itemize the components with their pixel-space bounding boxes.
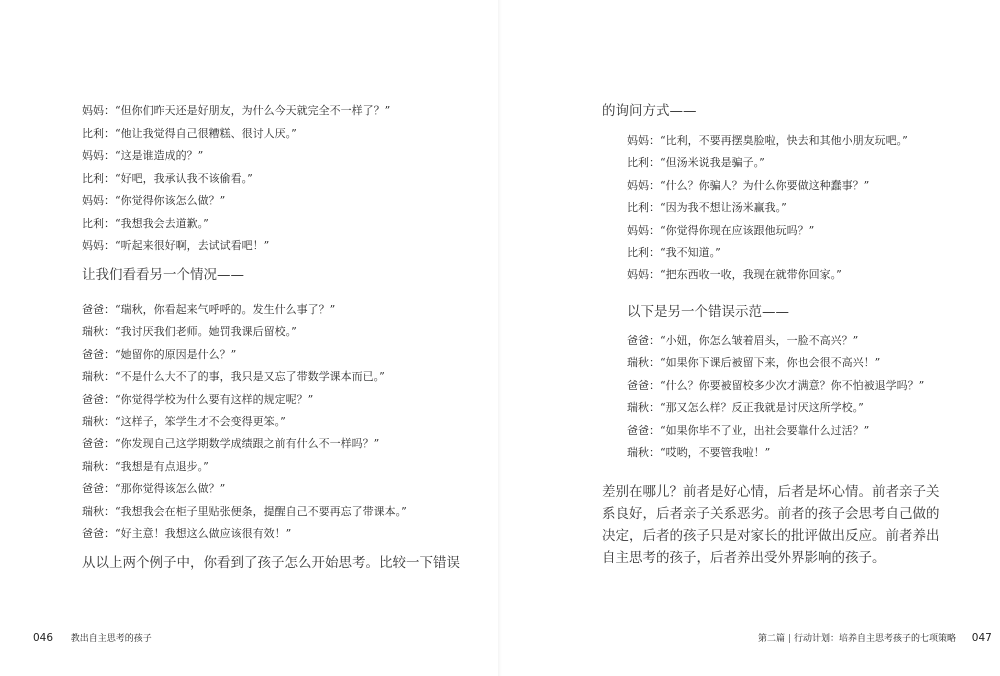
continued-text: 的询问方式—— (602, 103, 697, 119)
spoken-text: “你发现自己这学期数学成绩跟之前有什么不一样吗？” (115, 437, 380, 451)
dialogue-line (627, 201, 787, 215)
spoken-text: “把东西收一收，我现在就带你回家。” (660, 268, 842, 282)
speaker-name: 瑞秋 (82, 370, 104, 384)
speaker-name: 爸爸 (82, 527, 104, 540)
spoken-text: “这是谁造成的？” (115, 149, 204, 162)
colon: ： (104, 482, 115, 496)
dialogue-line (82, 194, 225, 208)
spoken-text: “好主意！我想这么做应该很有效！” (115, 527, 292, 540)
colon: ： (104, 104, 115, 117)
speaker-name: 妈妈 (82, 104, 104, 117)
spoken-text: “哎哟，不要管我啦！” (660, 446, 771, 459)
speaker-name: 爸爸 (82, 347, 104, 361)
colon: ： (649, 378, 660, 392)
speaker-name: 比利 (82, 171, 104, 185)
dialogue-line (82, 348, 236, 362)
spoken-text: “但你们昨天还是好朋友，为什么今天就完全不一样了？” (115, 104, 391, 117)
dialogue-line (627, 156, 765, 170)
dialogue-line (627, 446, 770, 460)
colon: ： (104, 216, 115, 230)
speaker-name: 妈妈 (627, 223, 649, 237)
dialogue-line (82, 239, 269, 253)
speaker-name: 瑞秋 (627, 356, 649, 370)
dialogue-line (82, 325, 297, 339)
dialogue-line (82, 127, 297, 141)
dialogue-line (82, 393, 313, 407)
speaker-name: 爸爸 (627, 378, 649, 392)
dialogue-line (627, 401, 864, 415)
colon: ： (649, 268, 660, 282)
spoken-text: “我不知道。” (660, 246, 721, 259)
spoken-text: “如果你毕不了业，出社会要靠什么过活？” (660, 423, 870, 437)
speaker-name: 妈妈 (82, 149, 104, 162)
colon: ： (649, 401, 660, 415)
speaker-name: 瑞秋 (82, 504, 104, 518)
spoken-text: “小妞，你怎么皱着眉头，一脸不高兴？” (660, 334, 859, 347)
spoken-text: “那你觉得该怎么做？” (115, 482, 226, 496)
dialogue-line (627, 246, 721, 260)
speaker-name: 妈妈 (82, 194, 104, 207)
colon: ： (104, 504, 115, 518)
spoken-text: “但汤米说我是骗子。” (660, 156, 765, 170)
colon: ： (649, 134, 660, 147)
spoken-text: “我想我会在柜子里贴张便条，提醒自己不要再忘了带课本。” (115, 504, 407, 518)
divider (789, 634, 790, 643)
spoken-text: “你觉得你该怎么做？” (115, 194, 226, 207)
spoken-text: “她留你的原因是什么？” (115, 347, 237, 361)
speaker-name: 比利 (627, 246, 649, 259)
colon: ： (104, 392, 115, 406)
dialogue-line (627, 134, 908, 148)
colon: ： (649, 201, 660, 215)
speaker-name: 瑞秋 (82, 415, 104, 428)
spoken-text: “什么？你要被留校多少次才满意？你不怕被退学吗？” (660, 378, 925, 392)
spoken-text: “如果你下课后被留下来，你也会很不高兴！” (660, 356, 881, 370)
dialogue-line (627, 334, 858, 348)
colon: ： (649, 156, 660, 170)
speaker-name: 妈妈 (82, 239, 104, 252)
colon: ： (104, 527, 115, 540)
part-label: 第二篇 (758, 634, 786, 644)
page-number: 047 (971, 632, 992, 644)
dialogue-line (82, 527, 291, 541)
page-number: 046 (33, 632, 54, 644)
colon: ： (649, 223, 660, 237)
closing-paragraph: 从以上两个例子中，你看到了孩子怎么开始思考。比较一下错误 (82, 555, 460, 571)
dialogue-line (627, 224, 814, 238)
colon: ： (649, 446, 660, 459)
speaker-name: 瑞秋 (82, 325, 104, 339)
colon: ： (649, 246, 660, 259)
spoken-text: “瑞秋，你看起来气呼呼的。发生什么事了？” (115, 303, 336, 316)
chapter-title: 行动计划：培养自主思考孩子的七项策略 (794, 634, 957, 644)
dialogue-line (627, 424, 869, 438)
right-page (500, 0, 1000, 676)
dialogue-line (82, 217, 209, 231)
spoken-text: “我讨厌我们老师。她罚我课后留校。” (115, 325, 297, 339)
speaker-name: 爸爸 (627, 423, 649, 437)
closing-paragraph: 差别在哪儿？前者是好心情，后者是坏心情。前者亲子关系良好，后者亲子关系恶劣。前者的孩子会思考自己做的决定，后者的孩子只是对家长的批评做出反应。前者养出自主思考的孩子，后者养出受外界影响的孩子。 (602, 484, 940, 566)
dialogue-line (82, 460, 209, 474)
speaker-name: 瑞秋 (627, 446, 649, 459)
dialogue-line (82, 172, 253, 186)
colon: ： (104, 126, 115, 140)
speaker-name: 比利 (82, 216, 104, 230)
speaker-name: 妈妈 (627, 178, 649, 192)
colon: ： (104, 325, 115, 339)
dialogue-line (627, 179, 869, 193)
spoken-text: “那又怎么样？反正我就是讨厌这所学校。” (660, 401, 864, 415)
speaker-name: 瑞秋 (627, 401, 649, 415)
colon: ： (104, 370, 115, 384)
section-intro: 让我们看看另一个情况—— (82, 267, 244, 283)
dialogue-line (627, 356, 880, 370)
speaker-name: 妈妈 (627, 134, 649, 147)
speaker-name: 比利 (627, 156, 649, 170)
colon: ： (104, 347, 115, 361)
dialogue-line (82, 104, 390, 118)
colon: ： (104, 303, 115, 316)
spoken-text: “比利，不要再摆臭脸啦，快去和其他小朋友玩吧。” (660, 134, 908, 147)
colon: ： (649, 356, 660, 370)
dialogue-line (627, 379, 924, 393)
page-footer (33, 631, 152, 644)
spoken-text: “什么？你骗人？为什么你要做这种蠢事？” (660, 178, 870, 192)
dialogue-line (82, 437, 379, 451)
dialogue-line (82, 415, 286, 429)
colon: ： (104, 437, 115, 451)
spoken-text: “不是什么大不了的事，我只是又忘了带数学课本而已。” (115, 370, 385, 384)
page-footer (758, 631, 992, 644)
spoken-text: “你觉得你现在应该跟他玩吗？” (660, 223, 815, 237)
spoken-text: “我想是有点退步。” (115, 459, 209, 473)
dialogue-line (82, 482, 225, 496)
speaker-name: 爸爸 (82, 392, 104, 406)
speaker-name: 爸爸 (82, 437, 104, 451)
dialogue-line (627, 268, 842, 282)
spoken-text: “我想我会去道歉。” (115, 216, 209, 230)
speaker-name: 瑞秋 (82, 459, 104, 473)
dialogue-line (82, 505, 407, 519)
colon: ： (104, 171, 115, 185)
colon: ： (649, 423, 660, 437)
colon: ： (104, 194, 115, 207)
speaker-name: 爸爸 (82, 303, 104, 316)
spoken-text: “好吧，我承认我不该偷看。” (115, 171, 253, 185)
spoken-text: “他让我觉得自己很糟糕、很讨人厌。” (115, 126, 297, 140)
speaker-name: 爸爸 (82, 482, 104, 496)
book-title: 教出自主思考的孩子 (70, 634, 152, 644)
colon: ： (104, 415, 115, 428)
dialogue-line (82, 370, 385, 384)
dialogue-line (82, 149, 203, 163)
colon: ： (649, 178, 660, 192)
speaker-name: 比利 (82, 126, 104, 140)
spoken-text: “因为我不想让汤米赢我。” (660, 201, 787, 215)
speaker-name: 比利 (627, 201, 649, 215)
dialogue-line (82, 303, 335, 317)
speaker-name: 妈妈 (627, 268, 649, 282)
spoken-text: “你觉得学校为什么要有这样的规定呢？” (115, 392, 314, 406)
colon: ： (104, 459, 115, 473)
colon: ： (649, 334, 660, 347)
colon: ： (104, 149, 115, 162)
spoken-text: “听起来很好啊，去试试看吧！” (115, 239, 270, 252)
colon: ： (104, 239, 115, 252)
speaker-name: 爸爸 (627, 334, 649, 347)
section-intro: 以下是另一个错误示范—— (627, 304, 789, 320)
spoken-text: “这样子，笨学生才不会变得更笨。” (115, 415, 286, 428)
